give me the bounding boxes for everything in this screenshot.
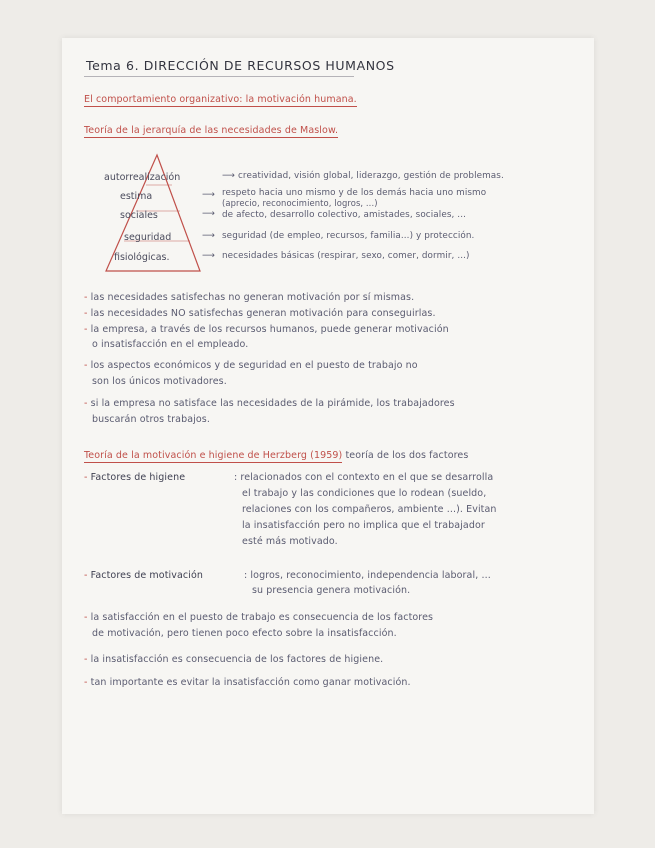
pyramid-desc-estima-extra: (aprecio, reconocimiento, logros, ...) — [222, 198, 378, 208]
maslow-point: - la empresa, a través de los recursos humanos, puede generar motivación — [84, 324, 449, 335]
notebook-page — [62, 38, 594, 814]
pyramid-desc-estima: respeto hacia uno mismo y de los demás hacia uno mismo — [222, 188, 487, 198]
maslow-point-cont: son los únicos motivadores. — [92, 376, 227, 387]
higiene-line: el trabajo y las condiciones que lo rodean (sueldo, — [242, 488, 487, 499]
final-point: - tan importante es evitar la insatisfacción como ganar motivación. — [84, 677, 411, 688]
arrow-icon: ⟶ — [202, 209, 215, 219]
pyramid-label-fisiologicas: fisiológicas. — [114, 252, 170, 263]
motivacion-line: su presencia genera motivación. — [252, 585, 411, 596]
final-point: - la insatisfacción es consecuencia de los factores de higiene. — [84, 654, 384, 665]
pyramid-desc-autorrealizacion: creatividad, visión global, liderazgo, gestión de problemas. — [238, 171, 504, 181]
pyramid-label-estima: estima — [120, 191, 153, 202]
higiene-line: : relacionados con el contexto en el que se desarrolla — [234, 472, 494, 483]
maslow-heading-text: Teoría de la jerarquía de las necesidades de Maslow. — [84, 125, 339, 136]
final-point-cont: de motivación, pero tienen poco efecto sobre la insatisfacción. — [92, 628, 397, 639]
section-heading-text: El comportamiento organizativo: la motivación humana. — [84, 94, 357, 105]
maslow-point: - las necesidades satisfechas no generan motivación por sí mismas. — [84, 292, 415, 303]
herzberg-heading — [84, 450, 468, 461]
higiene-label: - Factores de higiene — [84, 472, 186, 483]
arrow-icon: ⟶ — [202, 251, 215, 261]
arrow-icon: ⟶ — [222, 171, 235, 181]
final-point: - la satisfacción en el puesto de trabajo es consecuencia de los factores — [84, 612, 434, 623]
arrow-icon: ⟶ — [202, 190, 215, 200]
herzberg-heading-suffix: teoría de los dos factores — [345, 450, 469, 461]
maslow-point-cont: buscarán otros trabajos. — [92, 414, 210, 425]
maslow-point: - los aspectos económicos y de seguridad en el puesto de trabajo no — [84, 360, 418, 371]
page-title: Tema 6. DIRECCIÓN DE RECURSOS HUMANOS — [86, 58, 395, 73]
motivacion-label: - Factores de motivación — [84, 570, 204, 581]
pyramid-label-seguridad: seguridad — [124, 232, 172, 243]
section-heading — [84, 94, 357, 105]
pyramid-desc-seguridad: seguridad (de empleo, recursos, familia...) y protección. — [222, 231, 475, 241]
higiene-line: la insatisfacción pero no implica que el trabajador — [242, 520, 485, 531]
arrow-icon: ⟶ — [202, 231, 215, 241]
maslow-point: - las necesidades NO satisfechas generan motivación para conseguirlas. — [84, 308, 436, 319]
pyramid-desc-sociales: de afecto, desarrollo colectivo, amistades, sociales, ... — [222, 210, 466, 220]
maslow-point: - si la empresa no satisface las necesidades de la pirámide, los trabajadores — [84, 398, 455, 409]
higiene-line: relaciones con los compañeros, ambiente ...). Evitan — [242, 504, 497, 515]
pyramid-desc-fisiologicas: necesidades básicas (respirar, sexo, comer, dormir, ...) — [222, 251, 470, 261]
title-underline — [84, 76, 354, 77]
pyramid-label-sociales: sociales — [120, 210, 158, 221]
pyramid-label-autorrealizacion: autorrealización — [104, 172, 181, 183]
herzberg-heading-text: Teoría de la motivación e higiene de Herzberg (1959) — [84, 450, 343, 461]
maslow-heading — [84, 125, 338, 136]
motivacion-line: : logros, reconocimiento, independencia laboral, ... — [244, 570, 491, 581]
higiene-line: esté más motivado. — [242, 536, 338, 547]
maslow-point-cont: o insatisfacción en el empleado. — [92, 339, 249, 350]
